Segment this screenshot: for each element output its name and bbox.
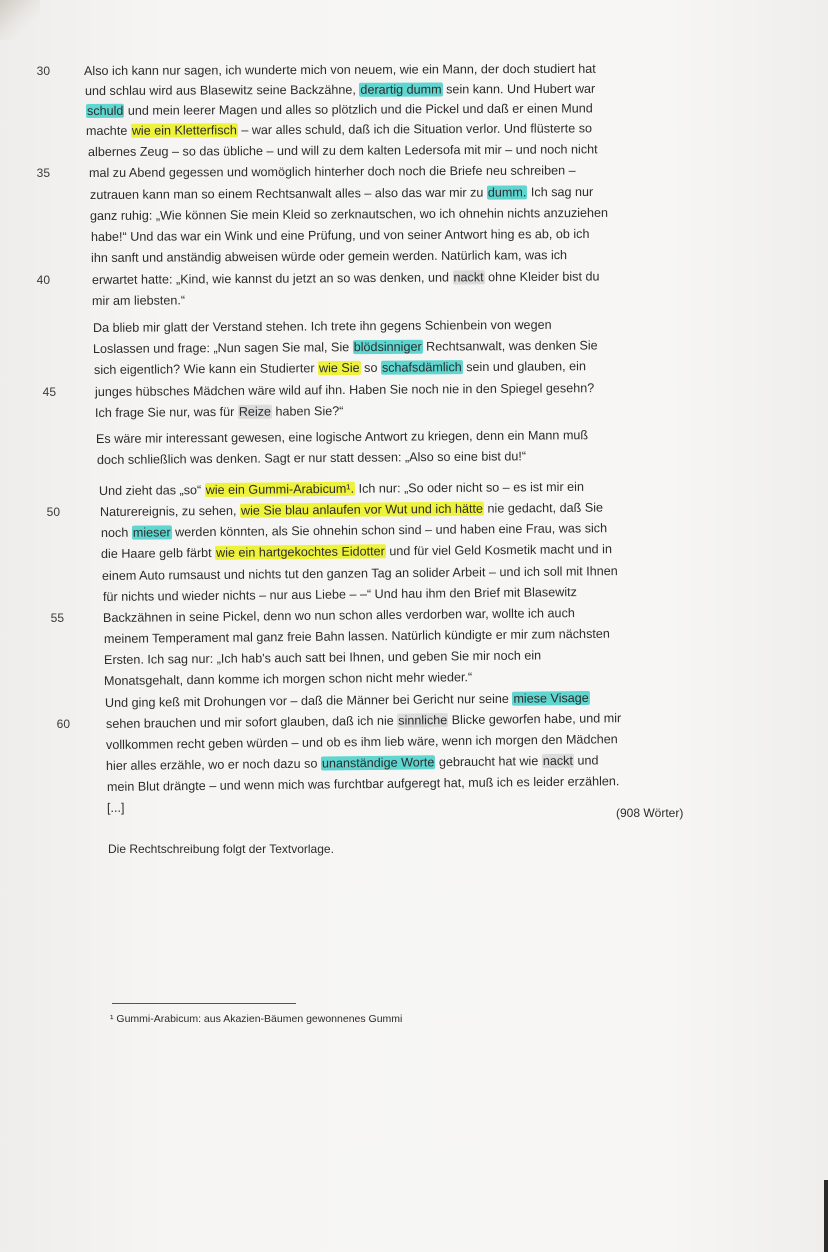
text-segment: zutrauen kann man so einem Rechtsanwalt alles – also das war mir zu — [89, 185, 487, 202]
text-segment: Und zieht das „so“ — [98, 483, 205, 498]
highlight-blue: miese Visage — [513, 690, 589, 706]
text-segment: Es wäre mir interessant gewesen, eine logische Antwort zu kriegen, denn ein Mann muß — [95, 428, 589, 446]
line-text — [95, 378, 594, 402]
text-segment: Da blieb mir glatt der Verstand stehen. Ich trete ihn gegens Schienbein von wegen — [92, 317, 552, 335]
text-line — [0, 382, 828, 402]
text-segment: Ersten. Ich sag nur: „Ich hab's auch satt bei Ihnen, und geben Sie mir noch ein — [103, 648, 542, 667]
text-segment: doch schließlich was denken. Sagt er nur statt dessen: „Also so eine bist du!“ — [96, 449, 527, 467]
text-segment: nie gedacht, daß Sie — [483, 500, 604, 516]
footnote: ¹ Gummi-Arabicum: aus Akazien-Bäumen gewonnenes Gummi — [110, 1013, 403, 1025]
text-line — [0, 318, 828, 338]
line-text — [90, 182, 593, 205]
line-text — [93, 335, 598, 359]
text-segment: und — [573, 753, 599, 768]
text-segment: junges hübsches Mädchen wäre wild auf ihn. Haben Sie noch nie in den Spiegel gesehn? — [94, 381, 595, 399]
text-segment: Ich sag nur — [527, 184, 594, 200]
text-segment: noch — [100, 525, 132, 540]
line-number: 55 — [50, 611, 64, 625]
line-text — [101, 539, 612, 564]
highlight-yellow: wie ein hartgekochtes Eidotter — [216, 544, 385, 560]
text-line — [0, 403, 828, 423]
text-segment: Rechtsanwalt, was denken Sie — [422, 338, 598, 354]
page-edge — [824, 1180, 828, 1252]
text-segment: sein und glauben, ein — [462, 359, 587, 375]
text-segment: mal zu Abend gegessen und womöglich hinterher doch noch die Briefe neu schreiben – — [88, 163, 576, 180]
text-line — [0, 206, 828, 226]
line-text — [90, 203, 608, 226]
text-segment: sich eigentlich? Wie kann ein Studierter — [93, 361, 319, 377]
line-text — [93, 315, 552, 338]
text-line — [0, 450, 828, 470]
text-segment: erwartet hatte: „Kind, wie kannst du jetzt an so was denken, und — [91, 270, 453, 287]
text-line — [0, 774, 828, 797]
text-segment: meinem Temperament mal ganz freie Bahn lassen. Natürlich kündigte er mir zum nächsten — [103, 626, 610, 646]
line-text — [99, 477, 584, 501]
highlight-blue: schuld — [86, 103, 124, 118]
line-number: 40 — [36, 273, 50, 287]
text-line — [0, 429, 828, 449]
highlight-gray: sinnliche — [398, 713, 448, 728]
text-line — [0, 360, 828, 380]
text-segment: albernes Zeug – so das übliche – und will zu dem kalten Ledersofa mit mir – und noch nicht — [87, 142, 598, 159]
text-line — [0, 339, 828, 359]
line-text — [94, 356, 586, 380]
text-segment: die Haare gelb färbt — [100, 545, 216, 561]
text-line — [0, 121, 828, 141]
highlight-gray: Reize — [238, 404, 272, 419]
text-line — [0, 185, 828, 205]
text-line — [0, 163, 828, 183]
text-segment: haben Sie?“ — [271, 404, 344, 419]
line-text — [88, 139, 598, 162]
text-segment: Also ich kann nur sagen, ich wunderte mich von neuem, wie ein Mann, der doch studiert hat — [83, 61, 596, 78]
text-line — [0, 142, 828, 162]
text-segment: Backzähnen in seine Pickel, denn wo nun schon alles verdorben war, wollte ich auch — [102, 606, 575, 625]
line-number: 50 — [46, 505, 60, 519]
highlight-blue: derartig dumm — [360, 82, 442, 97]
text-segment: Loslassen und frage: „Nun sagen Sie mal, Sie — [92, 340, 353, 356]
line-text — [91, 224, 590, 247]
page-corner-shadow — [0, 0, 40, 40]
text-segment: werden könnten, als Sie ohnehin schon sind – und haben eine Frau, was sich — [171, 521, 608, 540]
highlight-yellow: wie ein Kletterfisch — [131, 123, 237, 138]
text-segment: und für viel Geld Kosmetik macht und in — [385, 542, 612, 559]
text-line — [0, 227, 828, 247]
text-line — [0, 671, 828, 691]
line-text — [86, 118, 592, 141]
text-segment: Ich frage Sie nur, was für — [94, 404, 238, 420]
text-segment: Naturereignis, zu sehen, — [99, 503, 241, 519]
text-segment: machte — [85, 123, 131, 138]
line-text — [91, 245, 567, 268]
line-text — [104, 667, 472, 691]
text-segment: ganz ruhig: „Wie können Sie mein Kleid so zerknautschen, wo ich ohnehin nichts anzuziehen — [89, 205, 609, 223]
text-line — [0, 248, 828, 268]
text-segment: mir am liebsten.“ — [91, 293, 186, 308]
text-segment: hier alles erzähle, wo er noch dazu so — [105, 756, 321, 773]
highlight-yellow: wie ein Gummi-Arabicum¹. — [205, 481, 355, 498]
text-segment: sein kann. Und Hubert war — [442, 81, 596, 97]
highlight-blue: blödsinniger — [353, 339, 422, 355]
text-line — [0, 101, 828, 121]
highlight-gray: nackt — [453, 270, 484, 285]
text-line — [0, 798, 828, 818]
line-number: 60 — [56, 717, 70, 731]
text-segment: und mein leerer Magen und alles so plötzlich und die Pickel und daß er einen Mund — [124, 101, 593, 118]
text-segment: einem Auto rumsaust und nichts tut den ganzen Tag an solider Arbeit – und ich soll mit Ihnen — [101, 564, 618, 583]
text-line — [0, 81, 828, 101]
text-segment: Und ging keß mit Drohungen vor – daß die Männer bei Gericht nur seine — [104, 691, 513, 710]
line-text — [84, 59, 596, 81]
text-segment: ohne Kleider bist du — [484, 269, 600, 285]
text-line — [0, 270, 828, 290]
line-text — [95, 401, 344, 423]
text-line — [0, 481, 828, 501]
line-text — [107, 798, 125, 818]
text-segment: sehen brauchen und mir sofort glauben, daß ich nie — [105, 713, 398, 731]
text-segment: Ich nur: „So oder nicht so – es ist mir ein — [354, 479, 584, 496]
line-number: 30 — [36, 64, 50, 78]
highlight-yellow: wie Sie — [318, 360, 360, 376]
highlight-blue: dumm. — [487, 185, 527, 200]
line-number: 45 — [42, 385, 56, 399]
highlight-gray: nackt — [542, 753, 574, 769]
text-segment: vollkommen recht geben würden – und ob es ihm lieb wäre, wenn ich morgen den Mädchen — [105, 732, 618, 752]
line-text — [86, 98, 593, 121]
footnote-rule — [112, 1003, 296, 1004]
text-line — [0, 291, 828, 311]
text-segment: Blicke geworfen habe, und mir — [448, 711, 622, 728]
text-segment: habe!“ Und das war ein Wink und eine Prüfung, und von seiner Antwort hing es ab, ob ich — [90, 226, 590, 244]
text-segment: [...] — [106, 800, 125, 815]
text-segment: ihn sanft und anständig abweisen würde oder gemein werden. Natürlich kam, was ich — [90, 248, 568, 265]
text-line — [0, 61, 828, 81]
text-segment: so — [360, 360, 381, 375]
text-segment: für nichts und wieder nichts – nur aus Liebe – –“ Und hau ihm den Brief mit Blasewitz — [102, 585, 577, 604]
line-text — [92, 266, 600, 290]
line-text — [104, 645, 541, 670]
highlight-blue: mieser — [132, 525, 171, 540]
text-segment: und schlau wird aus Blasewitz seine Backzähne, — [84, 82, 360, 98]
line-number: 35 — [36, 166, 50, 180]
line-text — [85, 79, 595, 101]
text-segment: gebraucht hat wie — [435, 754, 542, 770]
line-text — [89, 160, 576, 183]
highlight-blue: unanständige Worte — [321, 755, 435, 771]
text-segment: Monatsgehalt, dann komme ich morgen schon nicht mehr wieder.“ — [103, 670, 473, 688]
spelling-note: Die Rechtschreibung folgt der Textvorlage. — [108, 842, 334, 856]
text-segment: – war alles schuld, daß ich die Situation verlor. Und flüsterte so — [237, 121, 593, 138]
line-text — [92, 290, 185, 311]
text-segment: mein Blut drängte – und wenn mich was furchtbar aufgeregt hat, muß ich es leider erzählen. — [106, 774, 620, 794]
text-line — [0, 544, 828, 564]
highlight-yellow: wie Sie blau anlaufen vor Wut und ich hätte — [240, 501, 484, 518]
word-count: (908 Wörter) — [616, 806, 684, 820]
highlight-blue: schafsdämlich — [381, 360, 462, 375]
line-text — [97, 446, 526, 470]
